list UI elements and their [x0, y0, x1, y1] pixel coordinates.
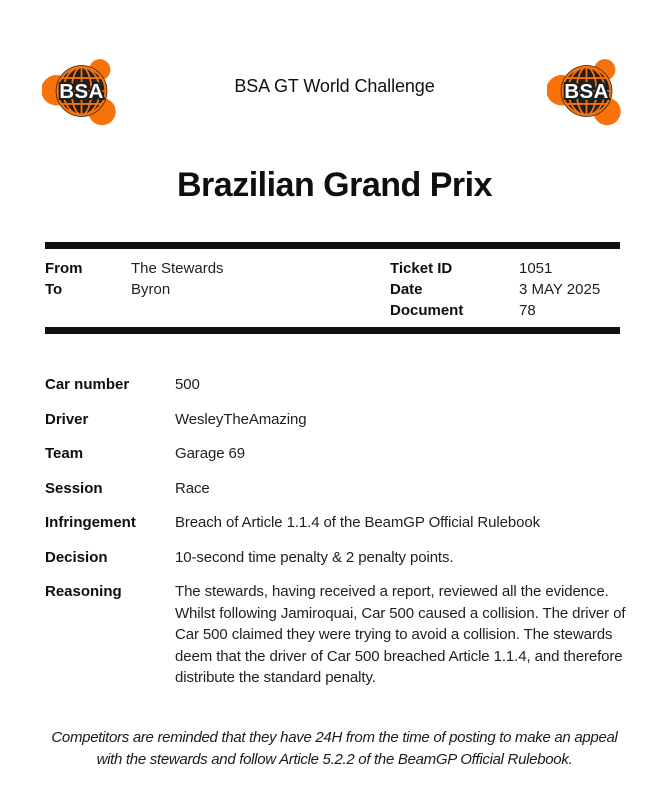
reasoning-value: The stewards, having received a report, reviewed all the evidence. Whilst following Jamiroquai, Car 500 caused a collision. The driver of Car 500 claimed they were trying to avoid a collision. The stewards deem that the driver of Car 500 breached Article 1.1.4, and therefore distribute the standard penalty. — [175, 583, 626, 686]
from-label: From — [45, 260, 83, 277]
date-label: Date — [390, 281, 423, 298]
meta-body — [45, 249, 620, 327]
divider-bar-bottom — [45, 327, 620, 334]
meta-correspondents — [45, 258, 390, 321]
ticket-id-label: Ticket ID — [390, 260, 453, 277]
team-label: Team — [45, 445, 84, 462]
car-number-label: Car number — [45, 376, 130, 393]
session-value: Race — [175, 479, 210, 497]
meta-row-to — [45, 279, 390, 300]
detail-row-team — [45, 443, 645, 465]
to-label: To — [45, 281, 63, 298]
detail-row-decision — [45, 547, 645, 569]
car-number-value: 500 — [175, 376, 200, 393]
infringement-value: Breach of Article 1.1.4 of the BeamGP Official Rulebook — [175, 514, 540, 531]
decision-value: 10-second time penalty & 2 penalty points. — [175, 548, 454, 566]
document-number-label: Document — [390, 302, 464, 319]
logo-text: BSA — [564, 79, 609, 103]
date-value: 3 MAY 2025 — [519, 281, 601, 298]
session-label: Session — [45, 479, 103, 497]
divider-bar-top — [45, 242, 620, 249]
meta-row-document — [390, 300, 620, 321]
driver-value: WesleyTheAmazing — [175, 410, 307, 428]
team-value: Garage 69 — [175, 445, 245, 462]
driver-label: Driver — [45, 410, 89, 428]
decision-details — [45, 374, 645, 702]
ticket-id-value: 1051 — [519, 260, 553, 277]
decision-label: Decision — [45, 548, 108, 566]
logo-text: BSA — [59, 79, 104, 103]
detail-row-session — [45, 478, 645, 500]
meta-reference — [390, 258, 620, 321]
document-meta-table — [45, 242, 620, 334]
detail-row-car-number — [45, 374, 645, 396]
detail-row-infringement — [45, 512, 645, 534]
reasoning-label: Reasoning — [45, 583, 122, 600]
appeal-notice: Competitors are reminded that they have 24H from the time of posting to make an appeal with the stewards and follow Article 5.2.2 of the BeamGP Official Rulebook. — [51, 729, 618, 768]
page-title: Brazilian Grand Prix — [177, 166, 492, 204]
meta-row-ticket-id — [390, 258, 620, 279]
infringement-label: Infringement — [45, 514, 136, 531]
to-value: Byron — [131, 281, 171, 298]
meta-row-from — [45, 258, 390, 279]
championship-name: BSA GT World Challenge — [234, 76, 435, 96]
meta-row-date — [390, 279, 620, 300]
detail-row-reasoning — [45, 581, 645, 689]
document-number-value: 78 — [519, 302, 536, 319]
from-value: The Stewards — [131, 260, 224, 277]
detail-row-driver — [45, 409, 645, 431]
